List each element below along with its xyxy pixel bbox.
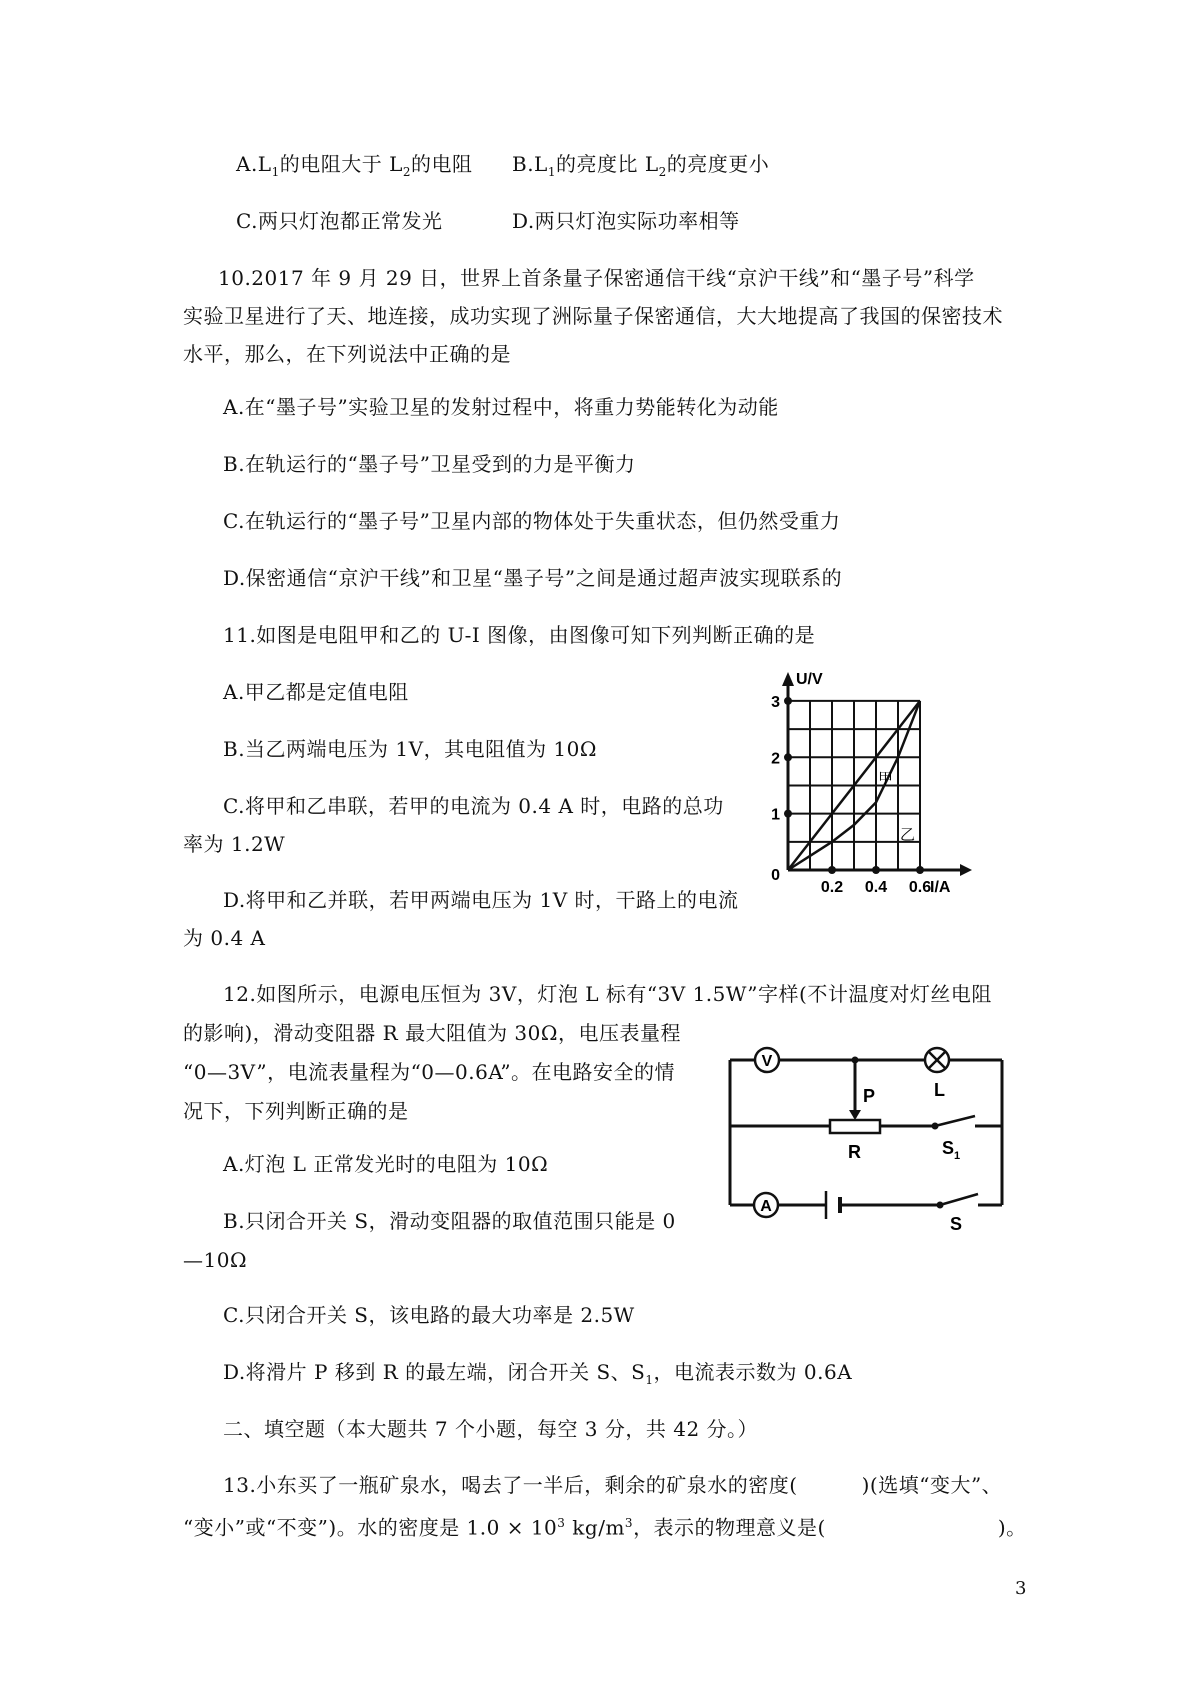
q10-option-d: D.保密通信“京沪干线”和卫星“墨子号”之间是通过超声波实现联系的: [223, 566, 843, 590]
x-tick-dot: [872, 866, 880, 874]
circuit-diagram: [720, 1040, 1020, 1230]
lamp-icon: [925, 1048, 949, 1072]
u-i-graph: [760, 670, 1020, 915]
switch-s1-label: $S_1$: [942, 1138, 961, 1162]
section-2-heading: 二、填空题（本大题共 7 个小题，每空 3 分，共 42 分。）: [223, 1417, 759, 1441]
q12-option-a: A.灯泡 L 正常发光时的电阻为 10Ω: [223, 1152, 549, 1176]
x-tick-label: 0.2: [820, 879, 844, 896]
y-axis-arrow-icon: [782, 672, 794, 686]
q11-option-b: B.当乙两端电压为 1V，其电阻值为 10Ω: [223, 737, 597, 761]
q11-option-c-line2: 率为 1.2W: [183, 832, 286, 856]
junction-dot: [852, 1057, 859, 1064]
ammeter-label: A: [760, 1198, 772, 1215]
q13-line2: “变小”或“不变”)。水的密度是 $1.0 \times 10^3$ $kg/m^3$，表示的物理意义是( )。: [183, 1515, 1027, 1540]
y-tick-dot: [784, 753, 792, 761]
q9-option-b: $B.L_1$的亮度比 $L_2$的亮度更小: [512, 152, 770, 179]
lamp-label: L: [934, 1080, 945, 1100]
y-tick-label: 2: [771, 750, 780, 768]
q12-option-d: D.将滑片 P 移到 R 的最左端，闭合开关 S、$S_1$，电流表示数为 0.6A: [223, 1360, 853, 1387]
slider-label: P: [863, 1086, 876, 1106]
q12-option-b-line1: B.只闭合开关 S，滑动变阻器的取值范围只能是 0: [223, 1209, 676, 1233]
x-tick-dot: [916, 866, 924, 874]
x-tick-label: 0.4: [864, 879, 888, 896]
switch-s-label: S: [950, 1214, 963, 1230]
q12-stem-line4: 况下，下列判断正确的是: [183, 1099, 409, 1123]
page-number: 3: [1015, 1578, 1027, 1599]
q12-option-c: C.只闭合开关 S，该电路的最大功率是 2.5W: [223, 1303, 635, 1327]
series-label-yi: 乙: [900, 825, 916, 844]
rheostat-icon: [830, 1120, 880, 1133]
rheostat-label: R: [848, 1142, 861, 1162]
q12-stem-line3: “0—3V”，电流表量程为“0—0.6A”。在电路安全的情: [183, 1060, 676, 1084]
x-axis-label: I/A: [930, 879, 951, 896]
y-tick-dot: [784, 810, 792, 818]
q10-option-a: A.在“墨子号”实验卫星的发射过程中，将重力势能转化为动能: [223, 395, 779, 419]
q10-option-c: C.在轨运行的“墨子号”卫星内部的物体处于失重状态，但仍然受重力: [223, 509, 841, 533]
q10-option-b: B.在轨运行的“墨子号”卫星受到的力是平衡力: [223, 452, 636, 476]
q10-stem-line2: 实验卫星进行了天、地连接，成功实现了洲际量子保密通信，大大地提高了我国的保密技术: [183, 304, 1003, 328]
q11-option-c-line1: C.将甲和乙串联，若甲的电流为 0.4 A 时，电路的总功: [223, 794, 724, 818]
voltmeter-label: V: [761, 1053, 773, 1070]
q12-stem-line1: 12.如图所示，电源电压恒为 3V，灯泡 L 标有“3V 1.5W”字样(不计温度对灯丝电阻: [223, 982, 992, 1006]
x-tick-dot: [828, 866, 836, 874]
switch-s1-icon: [932, 1116, 976, 1130]
series-label-jia: 甲: [878, 769, 894, 788]
switch-s-icon: [937, 1194, 979, 1209]
y-tick-label: 1: [771, 806, 780, 824]
y-axis-label: U/V: [796, 671, 823, 688]
q11-option-d-line1: D.将甲和乙并联，若甲两端电压为 1V 时，干路上的电流: [223, 888, 739, 912]
q9-option-c: C.两只灯泡都正常发光: [236, 209, 443, 233]
q9-option-d: D.两只灯泡实际功率相等: [512, 209, 740, 233]
q13-line1: 13.小东买了一瓶矿泉水，喝去了一半后，剩余的矿泉水的密度( )(选填“变大”、: [223, 1473, 1003, 1497]
x-axis-arrow-icon: [960, 864, 972, 876]
q12-option-b-line2: —10Ω: [183, 1248, 248, 1272]
q12-stem-line2: 的影响)，滑动变阻器 R 最大阻值为 30Ω，电压表量程: [183, 1021, 681, 1045]
q11-option-a: A.甲乙都是定值电阻: [223, 680, 409, 704]
q11-stem: 11.如图是电阻甲和乙的 U-I 图像，由图像可知下列判断正确的是: [223, 623, 816, 647]
origin-label: 0: [771, 867, 780, 884]
q10-stem-line1: 10.2017 年 9 月 29 日，世界上首条量子保密通信干线“京沪干线”和“墨子号”科学: [218, 266, 975, 290]
y-tick-dot: [784, 697, 792, 705]
y-tick-label: 3: [771, 693, 780, 711]
q11-option-d-line2: 为 0.4 A: [183, 926, 266, 950]
q10-stem-line3: 水平，那么，在下列说法中正确的是: [183, 342, 511, 366]
x-tick-label: 0.6: [908, 879, 932, 896]
slider-arrow-icon: [849, 1110, 861, 1120]
q9-option-a: $A.L_1$的电阻大于 $L_2$的电阻: [236, 152, 473, 179]
